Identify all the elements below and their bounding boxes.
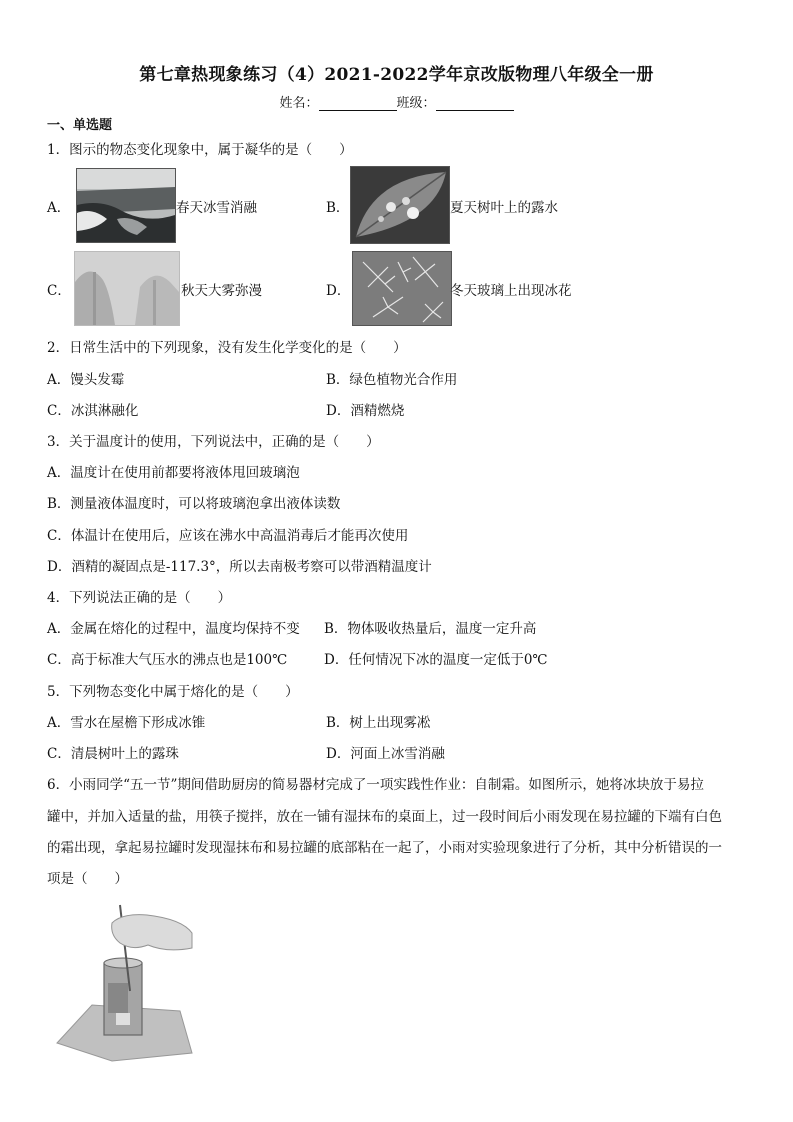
q3-option-c[interactable] xyxy=(47,524,408,544)
q3-option-a[interactable] xyxy=(47,461,300,481)
q3-option-b-text: 测量液体温度时，可以将玻璃泡拿出液体读数 xyxy=(70,496,341,512)
q5-option-d-text: 河面上冰雪消融 xyxy=(350,746,445,762)
q5-option-a-text: 雪水在屋檐下形成冰锥 xyxy=(70,715,206,731)
q5-option-b-text: 树上出现雾凇 xyxy=(349,715,431,731)
q2-option-a[interactable] xyxy=(47,368,124,388)
q4-option-d[interactable] xyxy=(324,648,548,668)
q3-option-b[interactable] xyxy=(47,492,340,512)
q5-option-d[interactable] xyxy=(326,742,445,762)
question-6-stem-line-1: 6．小雨同学“五一节”期间借助厨房的简易器材完成了一项实践性作业：自制霜。如图所示，她将冰块放于易拉 xyxy=(47,777,704,793)
q2-option-a-letter: A． xyxy=(47,372,71,388)
q1-option-d-text: 冬天玻璃上出现冰花 xyxy=(450,283,572,299)
q3-option-c-letter: C． xyxy=(47,528,71,544)
dew-on-leaf-photo xyxy=(350,166,450,244)
q2-option-b[interactable] xyxy=(326,368,457,388)
q5-option-c-letter: C． xyxy=(47,746,71,762)
q3-option-a-letter: A． xyxy=(47,465,71,481)
question-1-stem: 1．图示的物态变化现象中，属于凝华的是（ ） xyxy=(47,142,353,158)
q5-option-d-letter: D． xyxy=(326,746,351,762)
question-6-stem-line-2: 罐中，并加入适量的盐，用筷子搅拌，放在一铺有湿抹布的桌面上，过一段时间后小雨发现在易拉罐的下端有白色 xyxy=(47,809,722,825)
q1-option-a-letter[interactable]: A． xyxy=(47,200,71,216)
q5-option-c-text: 清晨树叶上的露珠 xyxy=(70,746,179,762)
q3-option-d-letter: D． xyxy=(47,559,72,575)
q1-option-b-letter[interactable]: B． xyxy=(326,200,350,216)
q4-option-c-text: 高于标准大气压水的沸点也是100℃ xyxy=(70,652,288,668)
q4-option-b-text: 物体吸收热量后，温度一定升高 xyxy=(347,621,537,637)
student-info-line xyxy=(0,92,793,111)
q2-option-a-text: 馒头发霉 xyxy=(70,372,125,388)
q5-option-a[interactable] xyxy=(47,711,205,731)
q3-option-b-letter: B． xyxy=(47,496,71,512)
q2-option-d-letter: D． xyxy=(326,403,351,419)
class-label: 班级： xyxy=(396,96,436,111)
melting-ice-photo xyxy=(76,168,176,243)
q1-option-c-letter[interactable]: C． xyxy=(47,283,71,299)
q2-option-d-text: 酒精燃烧 xyxy=(350,403,405,419)
q3-option-d-text: 酒精的凝固点是-117.3°，所以去南极考察可以带酒精温度计 xyxy=(71,559,432,575)
q1-option-c-text: 秋天大雾弥漫 xyxy=(181,283,262,299)
q4-option-d-text: 任何情况下冰的温度一定低于0℃ xyxy=(348,652,548,668)
class-blank[interactable] xyxy=(436,98,514,111)
q2-option-c-letter: C． xyxy=(47,403,71,419)
question-4-stem: 4．下列说法正确的是（ ） xyxy=(47,590,232,606)
fog-photo xyxy=(74,251,180,326)
q2-option-d[interactable] xyxy=(326,399,404,419)
question-5-stem: 5．下列物态变化中属于熔化的是（ ） xyxy=(47,684,299,700)
question-6-stem-line-3: 的霜出现，拿起易拉罐时发现湿抹布和易拉罐的底部粘在一起了，小雨对实验现象进行了分析，其中分析错误的一 xyxy=(47,840,722,856)
name-blank[interactable] xyxy=(319,98,397,111)
q4-option-a-letter: A． xyxy=(47,621,71,637)
frost-pattern-photo xyxy=(352,251,452,326)
q1-option-a-text: 春天冰雪消融 xyxy=(176,200,257,216)
question-6-stem-line-4: 项是（ ） xyxy=(47,871,128,887)
q4-option-b-letter: B． xyxy=(324,621,348,637)
q5-option-c[interactable] xyxy=(47,742,179,762)
q5-option-b-letter: B． xyxy=(326,715,350,731)
name-label: 姓名： xyxy=(279,96,319,111)
q3-option-a-text: 温度计在使用前都要将液体甩回玻璃泡 xyxy=(70,465,300,481)
q3-option-c-text: 体温计在使用后，应该在沸水中高温消毒后才能再次使用 xyxy=(70,528,409,544)
q4-option-d-letter: D． xyxy=(324,652,349,668)
page-title: 第七章热现象练习（4）2021-2022学年京改版物理八年级全一册 xyxy=(139,65,654,85)
q2-option-c-text: 冰淇淋融化 xyxy=(70,403,139,419)
q5-option-a-letter: A． xyxy=(47,715,71,731)
question-2-stem: 2．日常生活中的下列现象，没有发生化学变化的是（ ） xyxy=(47,340,407,356)
q4-option-c[interactable] xyxy=(47,648,287,668)
q2-option-c[interactable] xyxy=(47,399,138,419)
q2-option-b-text: 绿色植物光合作用 xyxy=(349,372,458,388)
q4-option-a-text: 金属在熔化的过程中，温度均保持不变 xyxy=(70,621,300,637)
q4-option-a[interactable] xyxy=(47,617,300,637)
section-heading: 一、单选题 xyxy=(47,118,113,133)
q3-option-d[interactable] xyxy=(47,555,432,575)
q4-option-b[interactable] xyxy=(324,617,536,637)
q4-option-c-letter: C． xyxy=(47,652,71,668)
q1-option-d-letter[interactable]: D． xyxy=(326,283,351,299)
q1-option-b-text: 夏天树叶上的露水 xyxy=(450,200,558,216)
hand-stirring-can-photo xyxy=(52,893,197,1065)
q2-option-b-letter: B． xyxy=(326,372,350,388)
q5-option-b[interactable] xyxy=(326,711,430,731)
question-3-stem: 3．关于温度计的使用，下列说法中，正确的是（ ） xyxy=(47,434,380,450)
